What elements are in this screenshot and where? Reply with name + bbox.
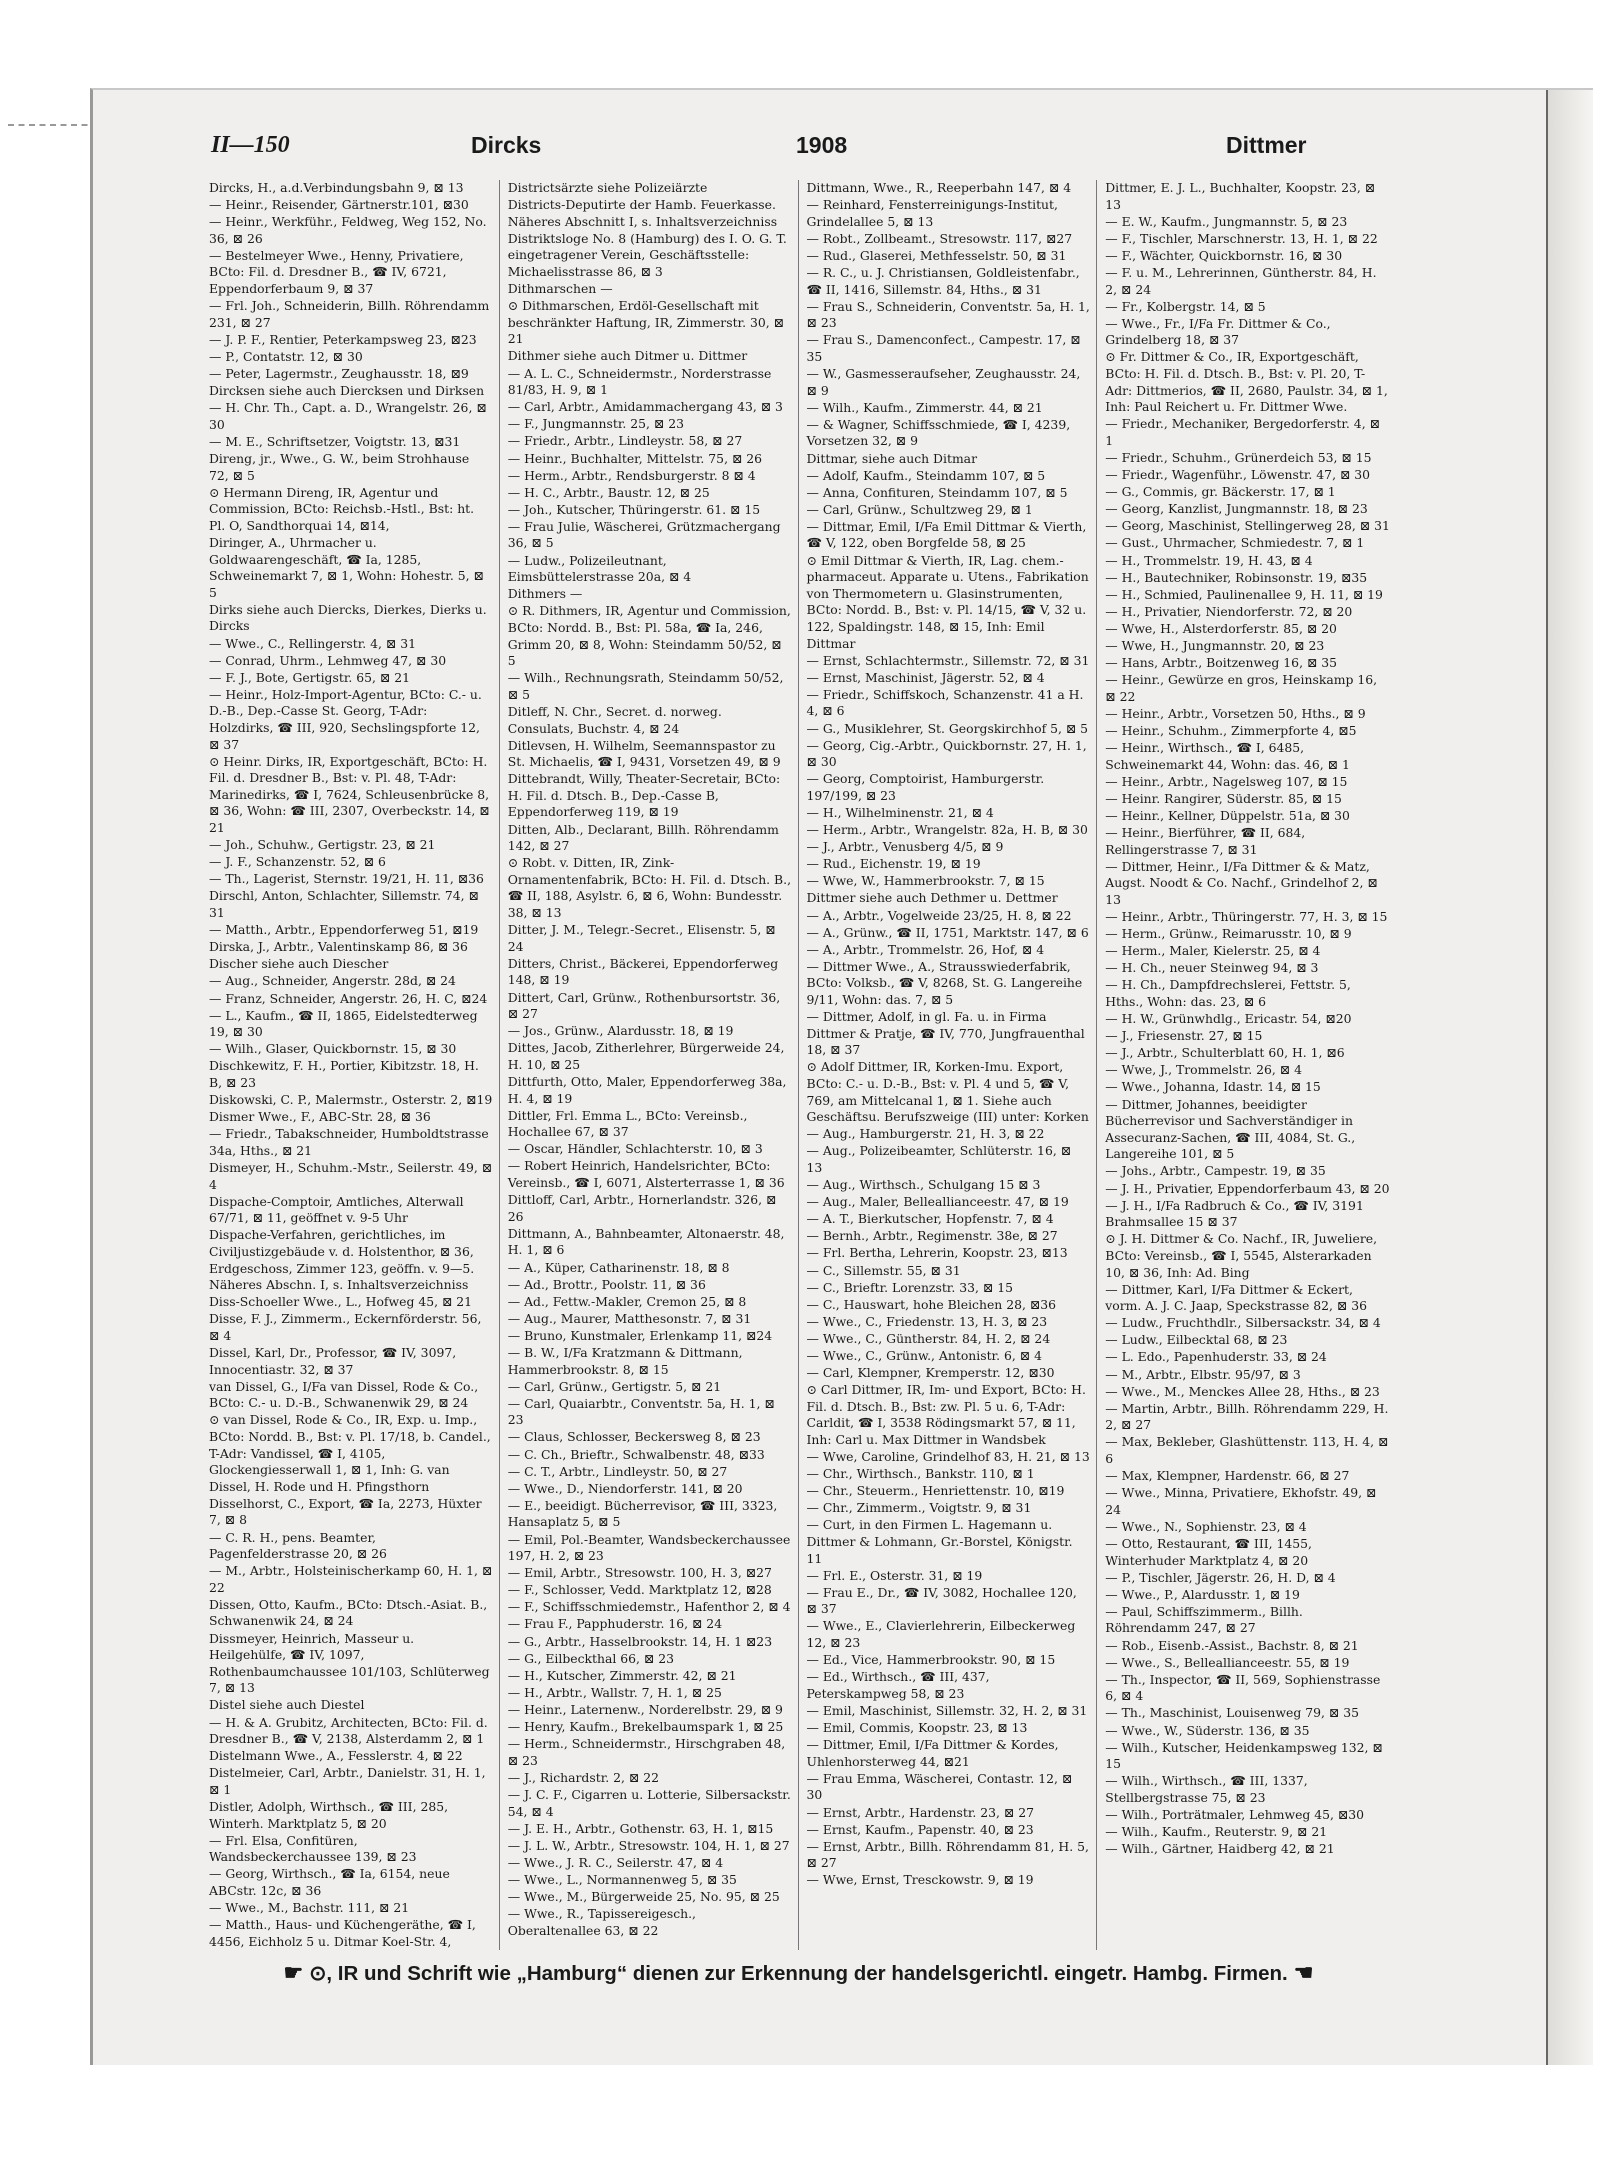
directory-entry: Dissel, Karl, Dr., Professor, ☎ IV, 3097, Innocentiastr. 32, ⊠ 37	[209, 1344, 457, 1377]
directory-entry: — F., Schiffsschmiedemstr., Hafenthor 2, ⊠ 4	[507, 1599, 791, 1615]
directory-entry: — P., Tischler, Jägerstr. 26, H. D, ⊠ 4	[1105, 1569, 1336, 1585]
directory-entry: ⊙ R. Dithmers, IR, Agentur und Commission, BCto: Nordd. B., Bst: Pl. 58a, ☎ Ia, 246, Grimm 20, ⊠ 8, Wohn: Steindamm 50/52, ⊠ 5	[507, 603, 791, 669]
directory-entry: Dirschl, Anton, Schlachter, Sillemstr. 74, ⊠ 31	[209, 888, 479, 921]
directory-entry: — Georg, Kanzlist, Jungmannstr. 18, ⊠ 23	[1105, 501, 1368, 517]
directory-entry: — Wwe., C., Grünw., Antonistr. 6, ⊠ 4	[806, 1347, 1042, 1363]
directory-entry: — Frau E., Dr., ☎ IV, 3082, Hochallee 120, ⊠ 37	[806, 1584, 1077, 1617]
directory-entry: — Wwe, H., Alsterdorferstr. 85, ⊠ 20	[1105, 620, 1337, 636]
directory-entry: — Heinr., Reisender, Gärtnerstr.101, ⊠30	[209, 197, 469, 213]
directory-entry: — Frau S., Damenconfect., Campestr. 17, ⊠ 35	[806, 332, 1081, 364]
directory-entry: — Georg, Wirthsch., ☎ Ia, 6154, neue ABCstr. 12c, ⊠ 36	[209, 1866, 450, 1898]
directory-entry: — Aug., Maurer, Matthesonstr. 7, ⊠ 31	[507, 1310, 752, 1326]
directory-entry: — H. C., Arbtr., Baustr. 12, ⊠ 25	[507, 484, 710, 500]
directory-entry: — J. E. H., Arbtr., Gothenstr. 63, H. 1, ⊠15	[507, 1820, 774, 1836]
directory-entry: Distel siehe auch Diestel	[209, 1697, 365, 1713]
directory-entry: Districtsärzte siehe Polizeiärzte	[507, 180, 708, 195]
directory-entry: Dircks, H., a.d.Verbindungsbahn 9, ⊠ 13	[209, 180, 464, 195]
directory-entry: — Emil, Arbtr., Stresowstr. 100, H. 3, ⊠27	[507, 1565, 772, 1581]
directory-entry: — H. Chr. Th., Capt. a. D., Wrangelstr. 26, ⊠ 30	[209, 400, 487, 432]
directory-entry: — Ludw., Polizeileutnant, Eimsbüttelerstrasse 20a, ⊠ 4	[507, 552, 692, 585]
directory-entry: ⊙ Hermann Direng, IR, Agentur und Commission, BCto: Reichsb.-Hstl., Bst: ht. Pl. O, Sandthorquai 14, ⊠14,	[209, 484, 475, 533]
directory-entry: — Ad., Fettw.-Makler, Cremon 25, ⊠ 8	[507, 1293, 747, 1309]
directory-entry: ⊙ Robt. v. Ditten, IR, Zink-Ornamentenfabrik, BCto: H. Fil. d. Dtsch. B., ☎ II, 188, Asylstr. 6, ⊠ 6, Wohn: Bundesstr. 38, ⊠ 13	[507, 855, 792, 921]
directory-entry: Districts-Deputirte der Hamb. Feuerkasse. Näheres Abschnitt I, s. Inhaltsverzeichniss	[507, 197, 778, 229]
directory-entry: — W., Gasmesseraufseher, Zeughausstr. 24, ⊠ 9	[806, 366, 1081, 398]
directory-entry: Dittes, Jacob, Zitherlehrer, Bürgerweide 24, H. 10, ⊠ 25	[507, 1040, 785, 1072]
directory-entry: — Dittmer, Adolf, in gl. Fa. u. in Firma Dittmer & Pratje, ☎ IV, 770, Jungfrauenthal 18, ⊠ 37	[806, 1009, 1085, 1058]
directory-entry: Ditters, Christ., Bäckerei, Eppendorferweg 148, ⊠ 19	[507, 955, 779, 988]
directory-entry: — B. W., I/Fa Kratzmann & Dittmann, Hammerbrookstr. 8, ⊠ 15	[507, 1344, 743, 1377]
directory-entry: Ditten, Alb., Declarant, Billh. Röhrendamm 142, ⊠ 27	[507, 821, 779, 854]
directory-entry: — Ernst, Arbtr., Billh. Röhrendamm 81, H. 5, ⊠ 27	[806, 1838, 1089, 1871]
directory-entry: — Joh., Kutscher, Thüringerstr. 61. ⊠ 15	[507, 501, 761, 517]
directory-entry: — J. P. F., Rentier, Peterkampsweg 23, ⊠23	[209, 331, 477, 347]
header-last-name: Dittmer	[1226, 132, 1307, 158]
directory-entry: — Jos., Grünw., Alardusstr. 18, ⊠ 19	[507, 1023, 734, 1039]
directory-entry: — A. L. C., Schneidermstr., Norderstrasse 81/83, H. 9, ⊠ 1	[507, 365, 772, 398]
directory-entry: — Robert Heinrich, Handelsrichter, BCto: Vereinsb., ☎ I, 6071, Alsterterrasse 1, ⊠ 36	[507, 1158, 785, 1191]
directory-entry: — Ludw., Eilbecktal 68, ⊠ 23	[1105, 1332, 1288, 1348]
directory-entry: — C., Sillemstr. 55, ⊠ 31	[806, 1262, 961, 1278]
directory-entry: Dittmar, siehe auch Ditmar	[806, 450, 977, 466]
directory-entry: Distelmann Wwe., A., Fesslerstr. 4, ⊠ 22	[209, 1748, 463, 1764]
directory-entry: — Emil, Maschinist, Sillemstr. 32, H. 2, ⊠ 31	[806, 1702, 1088, 1718]
directory-entry: Dittert, Carl, Grünw., Rothenbursortstr. 36, ⊠ 27	[507, 989, 781, 1022]
directory-column-4	[1097, 180, 1396, 1950]
directory-entry: — Reinhard, Fensterreinigungs-Institut, Grindelallee 5, ⊠ 13	[806, 197, 1058, 229]
directory-entry: — Frau Julie, Wäscherei, Grützmachergang 36, ⊠ 5	[507, 518, 781, 551]
directory-entry: — Herm., Schneidermstr., Hirschgraben 48, ⊠ 23	[507, 1736, 786, 1768]
directory-entry: Disselhorst, C., Export, ☎ Ia, 2273, Hüxter 7, ⊠ 8	[209, 1495, 482, 1528]
directory-entry: Distler, Adolph, Wirthsch., ☎ III, 285, Winterh. Marktplatz 5, ⊠ 20	[209, 1799, 449, 1831]
directory-entry: — Wilh., Wirthsch., ☎ III, 1337, Stellbergstrasse 75, ⊠ 23	[1105, 1773, 1308, 1805]
directory-entry: — Friedr., Tabakschneider, Humboldtstrasse 34a, Hths., ⊠ 21	[209, 1126, 489, 1158]
directory-entry: — Friedr., Mechaniker, Bergedorferstr. 4, ⊠ 1	[1105, 416, 1380, 448]
directory-entry: — Wwe., Fr., I/Fa Fr. Dittmer & Co., Grindelberg 18, ⊠ 37	[1105, 315, 1331, 348]
directory-entry: — Ludw., Fruchthdlr., Silbersackstr. 34, ⊠ 4	[1105, 1315, 1381, 1331]
directory-entry: — Wilh., Gärtner, Haidberg 42, ⊠ 21	[1105, 1841, 1335, 1857]
directory-entry: — Curt, in den Firmen L. Hagemann u. Dittmer & Lohmann, Gr.-Borstel, Königstr. 11	[806, 1517, 1073, 1566]
directory-entry: ⊙ Emil Dittmar & Vierth, IR, Lag. chem.-pharmaceut. Apparate u. Utens., Fabrikation von Thermometern u. Glasinstrumenten, BCto: Nordd. B., Bst: v. Pl. 14/15, ☎ V, 32 u. 122, Spaldingstr. 148, ⊠ 15, Inh: Emil Dittmar	[806, 552, 1089, 651]
directory-entry: — Frl. Joh., Schneiderin, Billh. Röhrendamm 231, ⊠ 27	[209, 298, 490, 330]
directory-entry: — H., Kutscher, Zimmerstr. 42, ⊠ 21	[507, 1667, 737, 1683]
directory-entry: Dittmer siehe auch Dethmer u. Dettmer	[806, 890, 1058, 906]
directory-entry: Dithmer siehe auch Ditmer u. Dittmer	[507, 348, 748, 364]
directory-entry: — Friedr., Wagenführ., Löwenstr. 47, ⊠ 30	[1105, 467, 1371, 483]
directory-entry: — Emil, Commis, Koopstr. 23, ⊠ 13	[806, 1720, 1028, 1736]
directory-entry: — Wwe, Ernst, Tresckowstr. 9, ⊠ 19	[806, 1872, 1034, 1888]
directory-entry: — R. C., u. J. Christiansen, Goldleistenfabr., ☎ II, 1416, Sillemstr. 84, Hths., ⊠ 31	[806, 264, 1080, 297]
directory-entry: — Gust., Uhrmacher, Schmiedestr. 7, ⊠ 1	[1105, 535, 1365, 551]
directory-entry: — J., Arbtr., Schulterblatt 60, H. 1, ⊠6	[1105, 1045, 1345, 1061]
directory-entry: — F. u. M., Lehrerinnen, Güntherstr. 84, H. 2, ⊠ 24	[1105, 264, 1377, 297]
directory-entry: — H., Wilhelminenstr. 21, ⊠ 4	[806, 804, 994, 820]
directory-entry: — Wwe., L., Normannenweg 5, ⊠ 35	[507, 1871, 737, 1887]
directory-entry: — G., Eilbeckthal 66, ⊠ 23	[507, 1650, 675, 1666]
directory-entry: ⊙ Fr. Dittmer & Co., IR, Exportgeschäft, BCto: H. Fil. d. Dtsch. B., Bst: v. Pl. 20, T-Adr: Dittmerios, ☎ II, 2680, Paulstr. 34, ⊠ 1, Inh: Paul Reichert u. Fr. Dittmer Wwe.	[1105, 349, 1388, 415]
directory-entry: Discher siehe auch Diescher	[209, 956, 389, 972]
directory-entry: — Th., Maschinist, Louisenweg 79, ⊠ 35	[1105, 1705, 1359, 1721]
directory-entry: — J., Richardstr. 2, ⊠ 22	[507, 1769, 659, 1785]
directory-entry: Dittmann, A., Bahnbeamter, Altonaerstr. 48, H. 1, ⊠ 6	[507, 1225, 785, 1258]
directory-entry: ⊙ J. H. Dittmer & Co. Nachf., IR, Juweliere, BCto: Vereinsb., ☎ I, 5545, Alsterarkaden 10, ⊠ 36, Inh: Ad. Bing	[1105, 1231, 1378, 1280]
directory-entry: — Claus, Schlosser, Beckersweg 8, ⊠ 23	[507, 1429, 761, 1445]
directory-entry: — Frau Emma, Wäscherei, Contastr. 12, ⊠ 30	[806, 1770, 1073, 1803]
directory-entry: — Rud., Glaserei, Methfesselstr. 50, ⊠ 31	[806, 247, 1067, 263]
directory-entry: — F., Jungmannstr. 25, ⊠ 23	[507, 416, 685, 432]
directory-entry: ⊙ Adolf Dittmer, IR, Korken-Imu. Export, BCto: C.- u. D.-B., Bst: v. Pl. 4 und 5, ☎ V, 769, am Mittelcanal 1, ⊠ 1. Siehe auch Geschäftsu. Berufszweige (III) unter: Korken	[806, 1059, 1089, 1125]
directory-entry: — Robt., Zollbeamt., Stresowstr. 117, ⊠27	[806, 230, 1073, 246]
directory-entry: — Wwe., M., Menckes Allee 28, Hths., ⊠ 23	[1105, 1383, 1380, 1399]
directory-entry: Dismer Wwe., F., ABC-Str. 28, ⊠ 36	[209, 1109, 431, 1125]
directory-entry: — Anna, Confituren, Steindamm 107, ⊠ 5	[806, 484, 1068, 500]
directory-entry: — Max, Bekleber, Glashüttenstr. 113, H. 4, ⊠ 6	[1105, 1434, 1389, 1467]
directory-entry: — L. Edo., Papenhuderstr. 33, ⊠ 24	[1105, 1349, 1327, 1365]
directory-entry: — Bestelmeyer Wwe., Henny, Privatiere, BCto: Fil. d. Dresdner B., ☎ IV, 6721, Eppendorferbaum 9, ⊠ 37	[209, 247, 464, 297]
directory-entry: — Chr., Wirthsch., Bankstr. 110, ⊠ 1	[806, 1466, 1035, 1482]
directory-entry: — Paul, Schiffszimmerm., Billh. Röhrendamm 247, ⊠ 27	[1105, 1603, 1303, 1636]
directory-entry: Direng, jr., Wwe., G. W., beim Strohhause 72, ⊠ 5	[209, 451, 470, 483]
directory-entry: — Wwe., M., Bachstr. 111, ⊠ 21	[209, 1900, 410, 1916]
directory-entry: — Franz, Schneider, Angerstr. 26, H. C, ⊠24	[209, 990, 488, 1006]
directory-entry: — Frau S., Schneiderin, Conventstr. 5a, H. 1, ⊠ 23	[806, 298, 1090, 331]
directory-entry: — Heinr., Laternenw., Norderelbstr. 29, ⊠ 9	[507, 1701, 783, 1717]
directory-entry: — C., Hauswart, hohe Bleichen 28, ⊠36	[806, 1296, 1057, 1312]
directory-entry: — Wilh., Porträtmaler, Lehmweg 45, ⊠30	[1105, 1807, 1365, 1822]
directory-entry: — Ernst, Arbtr., Hardenstr. 23, ⊠ 27	[806, 1804, 1035, 1820]
directory-entry: — H. & A. Grubitz, Architecten, BCto: Fil. d. Dresdner B., ☎ V, 2138, Alsterdamm 2, ⊠ 1	[209, 1714, 488, 1747]
directory-entry: — Wilh., Kutscher, Heidenkampsweg 132, ⊠ 15	[1105, 1739, 1383, 1772]
directory-entry: — C., Brieftr. Lorenzstr. 33, ⊠ 15	[806, 1279, 1013, 1295]
directory-entry: — C. T., Arbtr., Lindleystr. 50, ⊠ 27	[507, 1463, 728, 1479]
directory-entry: — E., beeidigt. Bücherrevisor, ☎ III, 3323, Hansaplatz 5, ⊠ 5	[507, 1497, 778, 1530]
directory-entry: Distelmeier, Carl, Arbtr., Danielstr. 31, H. 1, ⊠ 1	[209, 1765, 486, 1797]
directory-entry: — Henry, Kaufm., Brekelbaumspark 1, ⊠ 25	[507, 1719, 784, 1735]
directory-entry: — Wwe., P., Alardusstr. 1, ⊠ 19	[1105, 1586, 1300, 1602]
directory-entry: — H., Bautechniker, Robinsonstr. 19, ⊠35	[1105, 569, 1368, 585]
directory-entry: — Friedr., Arbtr., Lindleystr. 58, ⊠ 27	[507, 433, 743, 449]
directory-entry: — Otto, Restaurant, ☎ III, 1455, Winterhuder Marktplatz 4, ⊠ 20	[1105, 1536, 1312, 1568]
directory-entry: — H. Ch., Dampfdrechslerei, Fettstr. 5, Hths., Wohn: das. 23, ⊠ 6	[1105, 977, 1351, 1009]
directory-entry: — Heinr., Buchhalter, Mittelstr. 75, ⊠ 26	[507, 450, 763, 466]
page-header	[201, 132, 1396, 172]
dashed-cut-line	[8, 124, 98, 126]
directory-entry: — Wwe., C., Friedenstr. 13, H. 3, ⊠ 23	[806, 1313, 1048, 1329]
directory-entry: — Wwe., C., Güntherstr. 84, H. 2, ⊠ 24	[806, 1330, 1051, 1346]
directory-entry: — Heinr., Kellner, Düppelstr. 51a, ⊠ 30	[1105, 807, 1350, 823]
directory-entry: — J. C. F., Cigarren u. Lotterie, Silbersackstr. 54, ⊠ 4	[507, 1786, 791, 1819]
directory-entry: — Ernst, Maschinist, Jägerstr. 52, ⊠ 4	[806, 669, 1045, 685]
directory-entry: — Aug., Polizeibeamter, Schlüterstr. 16, ⊠ 13	[806, 1143, 1072, 1175]
directory-column-1	[201, 180, 500, 1950]
directory-entry: Dischkewitz, F. H., Portier, Kibitzstr. 18, H. B, ⊠ 23	[209, 1058, 479, 1090]
directory-entry: — J. F., Schanzenstr. 52, ⊠ 6	[209, 854, 386, 870]
directory-entry: ⊙ Dithmarschen, Erdöl-Gesellschaft mit beschränkter Haftung, IR, Zimmerstr. 30, ⊠ 21	[507, 298, 785, 347]
directory-entry: — Carl, Quaiarbtr., Conventstr. 5a, H. 1, ⊠ 23	[507, 1395, 775, 1428]
directory-entry: — Th., Inspector, ☎ II, 569, Sophienstrasse 6, ⊠ 4	[1105, 1671, 1381, 1704]
directory-entry: — Herm., Arbtr., Rendsburgerstr. 8 ⊠ 4	[507, 467, 756, 483]
directory-columns	[201, 180, 1396, 1950]
directory-entry: — Oscar, Händler, Schlachterstr. 10, ⊠ 3	[507, 1141, 763, 1157]
directory-entry: — Frl. E., Osterstr. 31, ⊠ 19	[806, 1567, 983, 1583]
pointing-hand-right-icon: ☚	[1293, 1960, 1314, 1985]
directory-entry: — A. T., Bierkutscher, Hopfenstr. 7, ⊠ 4	[806, 1211, 1054, 1227]
directory-entry: — Wwe., N., Sophienstr. 23, ⊠ 4	[1105, 1518, 1307, 1534]
directory-entry: ⊙ Carl Dittmer, IR, Im- und Export, BCto: H. Fil. d. Dtsch. B., Bst: zw. Pl. 5 u. 6, T-Adr: Carldit, ☎ I, 3538 Rödingsmarkt 57, ⊠ 11, Inh: Carl u. Max Dittmer in Wandsbek	[806, 1382, 1086, 1447]
directory-entry: Dittler, Frl. Emma L., BCto: Vereinsb., Hochallee 67, ⊠ 37	[507, 1107, 748, 1140]
directory-entry: — Joh., Schuhw., Gertigstr. 23, ⊠ 21	[209, 837, 436, 853]
directory-entry: — Wwe, W., Hammerbrookstr. 7, ⊠ 15	[806, 873, 1045, 889]
directory-entry: — M., Arbtr., Holsteinischerkamp 60, H. 1, ⊠ 22	[209, 1563, 493, 1595]
directory-entry: — G., Commis, gr. Bäckerstr. 17, ⊠ 1	[1105, 484, 1336, 500]
directory-entry: — Georg, Comptoirist, Hamburgerstr. 197/199, ⊠ 23	[806, 771, 1045, 803]
directory-entry: — A., Arbtr., Vogelweide 23/25, H. 8, ⊠ 22	[806, 907, 1072, 923]
directory-entry: — E. W., Kaufm., Jungmannstr. 5, ⊠ 23	[1105, 213, 1348, 229]
directory-entry: — Carl, Arbtr., Amidammachergang 43, ⊠ 3	[507, 399, 783, 415]
directory-entry: — Heinr. Rangirer, Süderstr. 85, ⊠ 15	[1105, 790, 1342, 806]
directory-entry: — Wwe., M., Bürgerweide 25, No. 95, ⊠ 25	[507, 1888, 780, 1904]
directory-entry: — Rud., Eichenstr. 19, ⊠ 19	[806, 856, 981, 872]
directory-entry: — Ernst, Kaufm., Papenstr. 40, ⊠ 23	[806, 1821, 1034, 1837]
directory-entry: Dittmer, E. J. L., Buchhalter, Koopstr. 23, ⊠ 13	[1105, 180, 1376, 212]
directory-entry: — Georg, Maschinist, Stellingerweg 28, ⊠ 31	[1105, 518, 1390, 534]
directory-entry: — Herm., Grünw., Reimarusstr. 10, ⊠ 9	[1105, 926, 1352, 942]
pointing-hand-left-icon: ☛	[283, 1960, 304, 1985]
directory-entry: — M. E., Schriftsetzer, Voigtstr. 13, ⊠31	[209, 433, 461, 449]
directory-entry: — Friedr., Schiffskoch, Schanzenstr. 41 a H. 4, ⊠ 6	[806, 686, 1084, 719]
directory-entry: — A., Arbtr., Trommelstr. 26, Hof, ⊠ 4	[806, 941, 1045, 957]
footer-note: ⊙, IR und Schrift wie „Hamburg“ dienen zur Erkennung der handelsgerichtl. eingetr. Hambg. Firmen.	[309, 1962, 1288, 1985]
page-footer	[201, 1960, 1396, 2000]
directory-entry: — Heinr., Bierführer, ☎ II, 684, Rellingerstrasse 7, ⊠ 31	[1105, 825, 1306, 857]
directory-entry: — J. H., I/Fa Radbruch & Co., ☎ IV, 3191 Brahmsallee 15 ⊠ 37	[1105, 1197, 1364, 1230]
directory-entry: — Aug., Maler, Belleallianceestr. 47, ⊠ 19	[806, 1194, 1069, 1210]
directory-entry: — M., Arbtr., Elbstr. 95/97, ⊠ 3	[1105, 1366, 1301, 1382]
directory-entry: Dismeyer, H., Schuhm.-Mstr., Seilerstr. 49, ⊠ 4	[209, 1159, 493, 1192]
directory-entry: — Wwe., J. R. C., Seilerstr. 47, ⊠ 4	[507, 1854, 724, 1870]
directory-entry: — Chr., Steuerm., Henriettenstr. 10, ⊠19	[806, 1483, 1065, 1499]
directory-entry: — A., Küper, Catharinenstr. 18, ⊠ 8	[507, 1259, 730, 1275]
directory-entry: Dittfurth, Otto, Maler, Eppendorferweg 38a, H. 4, ⊠ 19	[507, 1073, 787, 1106]
directory-entry: — H., Arbtr., Wallstr. 7, H. 1, ⊠ 25	[507, 1684, 722, 1700]
directory-entry: — Aug., Hamburgerstr. 21, H. 3, ⊠ 22	[806, 1126, 1045, 1142]
directory-entry: — Matth., Haus- und Küchengeräthe, ☎ I, 4456, Eichholz 5 u. Ditmar Koel-Str. 4,	[209, 1917, 476, 1949]
directory-entry: — Heinr., Arbtr., Nagelsweg 107, ⊠ 15	[1105, 773, 1348, 789]
directory-entry: Dittmann, Wwe., R., Reeperbahn 147, ⊠ 4	[806, 180, 1072, 195]
directory-entry: Disse, F. J., Zimmerm., Eckernförderstr. 56, ⊠ 4	[209, 1311, 482, 1343]
directory-entry: — Heinr., Werkführ., Feldweg, Weg 152, No. 36, ⊠ 26	[209, 214, 487, 246]
directory-entry: — F., Tischler, Marschnerstr. 13, H. 1, ⊠ 22	[1105, 230, 1378, 246]
directory-entry: — Heinr., Wirthsch., ☎ I, 6485, Schweinemarkt 44, Wohn: das. 46, ⊠ 1	[1105, 740, 1350, 772]
directory-entry: — Adolf, Kaufm., Steindamm 107, ⊠ 5	[806, 467, 1046, 483]
directory-entry: — Th., Lagerist, Sternstr. 19/21, H. 11, ⊠36	[209, 871, 484, 887]
directory-entry: — J. H., Privatier, Eppendorferbaum 43, ⊠ 20	[1105, 1180, 1390, 1196]
directory-entry: — Wwe., E., Clavierlehrerin, Eilbeckerweg 12, ⊠ 23	[806, 1618, 1076, 1651]
directory-entry: Ditlevsen, H. Wilhelm, Seemannspastor zu St. Michaelis, ☎ I, 9431, Vorsetzen 49, ⊠ 9	[507, 737, 781, 770]
directory-entry: — Heinr., Arbtr., Vorsetzen 50, Hths., ⊠ 9	[1105, 705, 1366, 721]
directory-entry: — G., Musiklehrer, St. Georgskirchhof 5, ⊠ 5	[806, 720, 1089, 736]
directory-entry: — Aug., Wirthsch., Schulgang 15 ⊠ 3	[806, 1177, 1041, 1193]
directory-entry: — F., Wächter, Quickbornstr. 16, ⊠ 30	[1105, 247, 1343, 263]
directory-entry: — H., Trommelstr. 19, H. 43, ⊠ 4	[1105, 552, 1313, 568]
directory-entry: — P., Contatstr. 12, ⊠ 30	[209, 348, 363, 364]
directory-entry: — Heinr., Holz-Import-Agentur, BCto: C.- u. D.-B., Dep.-Casse St. Georg, T-Adr: Holzdirks, ☎ III, 920, Sechslingspforte 12, ⊠ 37	[209, 686, 482, 752]
directory-entry: — Wwe., S., Belleallianceestr. 55, ⊠ 19	[1105, 1654, 1350, 1670]
directory-entry: — Wilh., Kaufm., Reuterstr. 9, ⊠ 21	[1105, 1824, 1328, 1840]
directory-entry: — Aug., Schneider, Angerstr. 28d, ⊠ 24	[209, 973, 456, 989]
directory-entry: — Ad., Brottr., Poolstr. 11, ⊠ 36	[507, 1276, 706, 1292]
directory-entry: — Frau F., Papphuderstr. 16, ⊠ 24	[507, 1616, 723, 1632]
directory-entry: — Johs., Arbtr., Campestr. 19, ⊠ 35	[1105, 1163, 1326, 1179]
side-label	[30, 145, 90, 1445]
directory-entry: Dittloff, Carl, Arbtr., Hornerlandstr. 326, ⊠ 26	[507, 1192, 777, 1224]
page-content	[201, 90, 1396, 2065]
directory-entry: — H. Ch., neuer Steinweg 94, ⊠ 3	[1105, 960, 1319, 976]
directory-entry: — Carl, Klempner, Kremperstr. 12, ⊠30	[806, 1365, 1055, 1381]
directory-entry: — Wwe., W., Süderstr. 136, ⊠ 35	[1105, 1722, 1310, 1738]
directory-entry: — Ed., Vice, Hammerbrookstr. 90, ⊠ 15	[806, 1652, 1056, 1668]
directory-entry: — Carl, Grünw., Gertigstr. 5, ⊠ 21	[507, 1378, 722, 1394]
directory-entry: — Dittmer, Emil, I/Fa Dittmer & Kordes, Uhlenhorsterweg 44, ⊠21	[806, 1737, 1059, 1769]
directory-entry: — C. Ch., Brieftr., Schwalbenstr. 48, ⊠33	[507, 1446, 765, 1462]
directory-entry: — Ed., Wirthsch., ☎ III, 437, Peterskampweg 58, ⊠ 23	[806, 1669, 990, 1701]
directory-entry: — Friedr., Schuhm., Grünerdeich 53, ⊠ 15	[1105, 450, 1372, 465]
directory-entry: — Chr., Zimmerm., Voigtstr. 9, ⊠ 31	[806, 1500, 1032, 1516]
directory-entry: Ditter, J. M., Telegr.-Secret., Elisenstr. 5, ⊠ 24	[507, 922, 776, 954]
directory-entry: — F. J., Bote, Gertigstr. 65, ⊠ 21	[209, 669, 410, 685]
directory-entry: — Ernst, Schlachtermstr., Sillemstr. 72, ⊠ 31	[806, 652, 1090, 668]
directory-entry: — Dittmar, Emil, I/Fa Emil Dittmar & Vierth, ☎ V, 122, oben Borgfelde 58, ⊠ 25	[806, 518, 1087, 551]
directory-entry: Distriktsloge No. 8 (Hamburg) des I. O. G. T. eingetragener Verein, Geschäftsstelle: Michaelisstrasse 86, ⊠ 3	[507, 230, 787, 279]
directory-entry: — A., Grünw., ☎ II, 1751, Marktstr. 147, ⊠ 6	[806, 924, 1089, 940]
directory-entry: Diss-Schoeller Wwe., L., Hofweg 45, ⊠ 21	[209, 1294, 473, 1310]
directory-entry: Dirks siehe auch Diercks, Dierkes, Dierks u. Dircks	[209, 601, 487, 634]
directory-entry: — Heinr., Gewürze en gros, Heinskamp 16, ⊠ 22	[1105, 672, 1378, 704]
directory-entry: Dissen, Otto, Kaufm., BCto: Dtsch.-Asiat. B., Schwanenwik 24, ⊠ 24	[209, 1596, 488, 1629]
directory-entry: Ditleff, N. Chr., Secret. d. norweg. Consulats, Buchstr. 4, ⊠ 24	[507, 703, 722, 736]
directory-entry: — Herm., Arbtr., Wrangelstr. 82a, H. B, ⊠ 30	[806, 822, 1088, 838]
directory-entry: — Bernh., Arbtr., Regimenstr. 38e, ⊠ 27	[806, 1228, 1058, 1244]
directory-entry: — Carl, Grünw., Schultzweg 29, ⊠ 1	[806, 501, 1033, 517]
directory-entry: van Dissel, G., I/Fa van Dissel, Rode & Co., BCto: C.- u. D.-B., Schwanenwik 29, ⊠ 24	[209, 1378, 479, 1411]
header-first-name: Dircks	[471, 132, 542, 158]
directory-entry: Dissmeyer, Heinrich, Masseur u. Heilgehülfe, ☎ IV, 1097, Rothenbaumchaussee 101/103, Schlüterweg 7, ⊠ 13	[209, 1630, 490, 1696]
directory-entry: — Conrad, Uhrm., Lehmweg 47, ⊠ 30	[209, 652, 447, 668]
directory-entry: — Frl. Elsa, Confitüren, Wandsbeckerchaussee 139, ⊠ 23	[209, 1832, 417, 1865]
directory-entry: Dispache-Verfahren, gerichtliches, im Civiljustizgebäude v. d. Holstenthor, ⊠ 36, Erdgeschoss, Zimmer 123, geöffn. v. 9—5. Näheres Abschn. I, s. Inhaltsverzeichniss	[209, 1227, 475, 1293]
directory-entry: — F., Schlosser, Vedd. Marktplatz 12, ⊠28	[507, 1582, 772, 1598]
directory-entry: Dittebrandt, Willy, Theater-Secretair, BCto: H. Fil. d. Dtsch. B., Dep.-Casse B, Eppendorferweg 119, ⊠ 19	[507, 771, 781, 820]
directory-entry: — Herm., Maler, Kielerstr. 25, ⊠ 4	[1105, 943, 1321, 959]
directory-entry: — J. L. W., Arbtr., Stresowstr. 104, H. 1, ⊠ 27	[507, 1837, 790, 1853]
header-year: 1908	[796, 132, 848, 158]
directory-entry: — Wwe., Minna, Privatiere, Ekhofstr. 49, ⊠ 24	[1105, 1485, 1377, 1517]
directory-entry: ⊙ van Dissel, Rode & Co., IR, Exp. u. Imp., BCto: Nordd. B., Bst: v. Pl. 17/18, b. Candel., T-Adr: Vandissel, ☎ I, 4105, Glockengiesserwall 1, ⊠ 1, Inh: G. van Dissel, H. Rode und H. Pfingsthorn	[209, 1412, 491, 1494]
directory-entry: Dispache-Comptoir, Amtliches, Alterwall 67/71, ⊠ 11, geöffnet v. 9-5 Uhr	[209, 1193, 464, 1226]
directory-entry: — L., Kaufm., ☎ II, 1865, Eidelstedterweg 19, ⊠ 30	[209, 1007, 478, 1040]
directory-entry: — Wwe., R., Tapissereigesch., Oberaltenallee 63, ⊠ 22	[507, 1906, 696, 1938]
directory-entry: Diskowski, C. P., Malermstr., Osterstr. 2, ⊠19	[209, 1092, 493, 1108]
directory-entry: — Dittmer Wwe., A., Strausswiederfabrik, BCto: Volksb., ☎ V, 8268, St. G. Langereihe 9/11, Wohn: das. 7, ⊠ 5	[806, 958, 1083, 1007]
directory-entry: — Wwe., Johanna, Idastr. 14, ⊠ 15	[1105, 1079, 1321, 1095]
directory-entry: — Matth., Arbtr., Eppendorferweg 51, ⊠19	[209, 922, 479, 938]
directory-entry: — H. W., Grünwhdlg., Ericastr. 54, ⊠20	[1105, 1011, 1352, 1027]
directory-entry: Dircksen siehe auch Diercksen und Dirksen	[209, 383, 485, 399]
directory-entry: Dirska, J., Arbtr., Valentinskamp 86, ⊠ 36	[209, 939, 468, 955]
directory-entry: — Peter, Lagermstr., Zeughausstr. 18, ⊠9	[209, 366, 469, 382]
directory-entry: — Emil, Pol.-Beamter, Wandsbeckerchaussee 197, H. 2, ⊠ 23	[507, 1531, 791, 1564]
directory-entry: — Rob., Eisenb.-Assist., Bachstr. 8, ⊠ 21	[1105, 1637, 1359, 1653]
directory-entry: — J., Friesenstr. 27, ⊠ 15	[1105, 1028, 1263, 1044]
directory-entry: — J., Arbtr., Venusberg 4/5, ⊠ 9	[806, 839, 1004, 855]
directory-entry: — Wilh., Glaser, Quickbornstr. 15, ⊠ 30	[209, 1041, 457, 1057]
directory-entry: — Max, Klempner, Hardenstr. 66, ⊠ 27	[1105, 1468, 1350, 1484]
directory-entry: — Wwe, Caroline, Grindelhof 83, H. 21, ⊠ 13	[806, 1449, 1090, 1465]
directory-entry: — Frl. Bertha, Lehrerin, Koopstr. 23, ⊠13	[806, 1245, 1068, 1261]
directory-entry: — Georg, Cig.-Arbtr., Quickbornstr. 27, H. 1, ⊠ 30	[806, 737, 1087, 770]
directory-entry: — Fr., Kolbergstr. 14, ⊠ 5	[1105, 298, 1266, 314]
directory-entry: — Wwe, J., Trommelstr. 26, ⊠ 4	[1105, 1062, 1303, 1078]
directory-entry: ⊙ Heinr. Dirks, IR, Exportgeschäft, BCto: H. Fil. d. Dresdner B., Bst: v. Pl. 48, T-Adr: Marinedirks, ☎ I, 7624, Schleusenbrücke 8, ⊠ 36, Wohn: ☎ III, 2307, Overbeckstr. 14, ⊠ 21	[209, 753, 490, 836]
directory-entry: — Dittmer, Karl, I/Fa Dittmer & Eckert, vorm. A. J. C. Jaap, Speckstrasse 82, ⊠ 36	[1105, 1281, 1368, 1314]
page-edge	[1546, 90, 1593, 2065]
directory-entry: — Wilh., Rechnungsrath, Steindamm 50/52, ⊠ 5	[507, 670, 784, 702]
directory-entry: — Heinr., Schuhm., Zimmerpforte 4, ⊠5	[1105, 723, 1357, 738]
directory-entry: Dithmarschen —	[507, 281, 613, 297]
directory-entry: — G., Arbtr., Hasselbrookstr. 14, H. 1 ⊠23	[507, 1633, 773, 1649]
directory-column-2	[500, 180, 799, 1950]
directory-entry: Diringer, A., Uhrmacher u. Goldwaarengeschäft, ☎ Ia, 1285, Schweinemarkt 7, ⊠ 1, Wohn: Hohestr. 5, ⊠ 5	[209, 534, 484, 600]
directory-entry: — Wwe., D., Niendorferstr. 141, ⊠ 20	[507, 1480, 743, 1496]
directory-entry: — C. R. H., pens. Beamter, Pagenfelderstrasse 20, ⊠ 26	[209, 1529, 387, 1562]
directory-entry: — Heinr., Arbtr., Thüringerstr. 77, H. 3, ⊠ 15	[1105, 909, 1388, 925]
directory-column-3	[799, 180, 1098, 1950]
directory-entry: — Bruno, Kunstmaler, Erlenkamp 11, ⊠24	[507, 1327, 773, 1343]
directory-entry: — Dittmer, Johannes, beeidigter Bücherrevisor und Sachverständiger in Assecuranz-Sachen, ☎ III, 4084, St. G., Langereihe 101, ⊠ 5	[1105, 1096, 1356, 1162]
directory-entry: — H., Schmied, Paulinenallee 9, H. 11, ⊠ 19	[1105, 586, 1383, 602]
directory-entry: — H., Privatier, Niendorferstr. 72, ⊠ 20	[1105, 603, 1353, 619]
directory-entry: Dithmers —	[507, 586, 583, 602]
directory-entry: — Hans, Arbtr., Boitzenweg 16, ⊠ 35	[1105, 655, 1338, 671]
directory-entry: — Wwe, H., Jungmannstr. 20, ⊠ 23	[1105, 638, 1325, 654]
directory-entry: — Wwe., C., Rellingerstr. 4, ⊠ 31	[209, 635, 417, 651]
directory-entry: — & Wagner, Schiffsschmiede, ☎ I, 4239, Vorsetzen 32, ⊠ 9	[806, 416, 1071, 449]
document-page	[90, 88, 1593, 2065]
directory-entry: — Wilh., Kaufm., Zimmerstr. 44, ⊠ 21	[806, 399, 1043, 415]
directory-entry: — Martin, Arbtr., Billh. Röhrendamm 229, H. 2, ⊠ 27	[1105, 1400, 1389, 1433]
page-number: II—150	[211, 132, 290, 158]
directory-entry: — Dittmer, Heinr., I/Fa Dittmer & & Matz, Augst. Noodt & Co. Nachf., Grindelhof 2, ⊠ 13	[1105, 858, 1378, 907]
